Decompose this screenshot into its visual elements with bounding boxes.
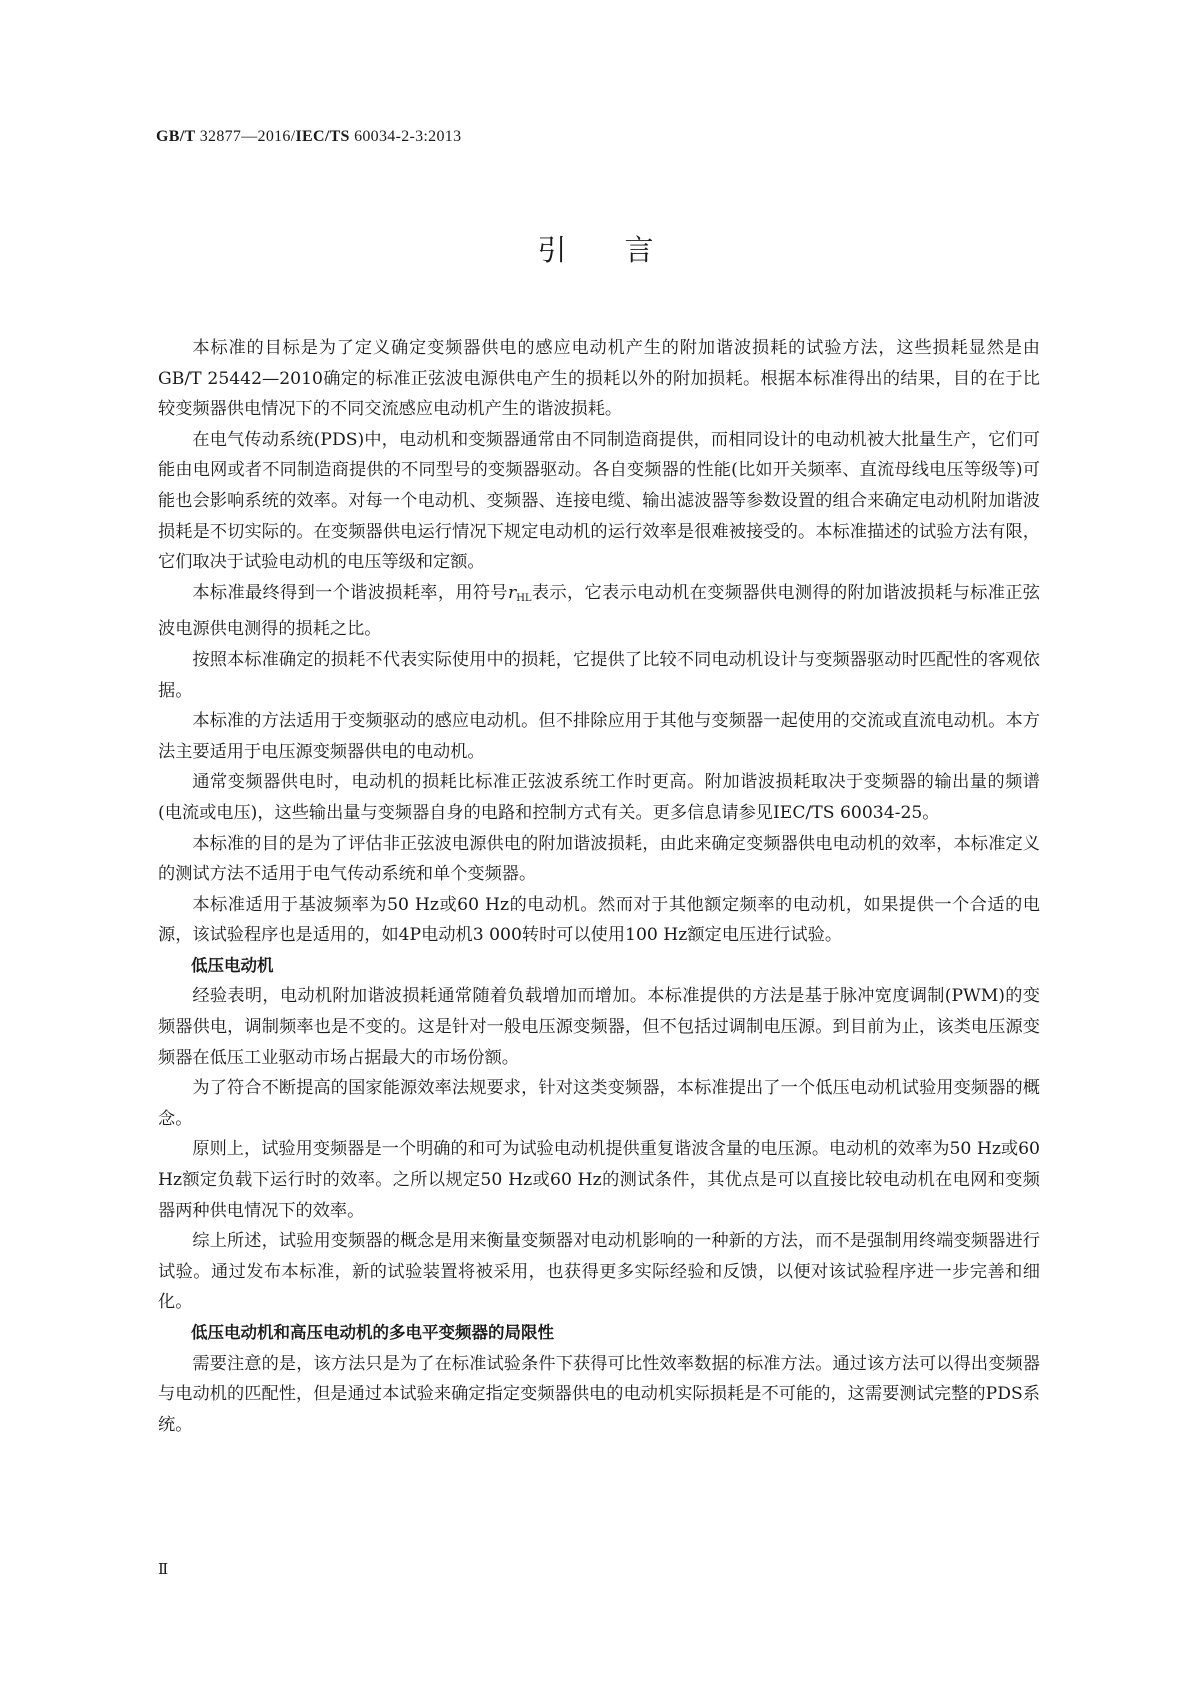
paragraph: 在电气传动系统(PDS)中，电动机和变频器通常由不同制造商提供，而相同设计的电动机被大批量生产，它们可能由电网或者不同制造商提供的不同型号的变频器驱动。各自变频器的性能(比如开关频率、直流母线电压等级等)可能也会影响系统的效率。对每一个电动机、变频器、连接电缆、输出滤波器等参数设置的组合来确定电动机附加谐波损耗是不切实际的。在变频器供电运行情况下规定电动机的运行效率是很难被接受的。本标准描述的试验方法有限，它们取决于试验电动机的电压等级和定额。 <box>158 429 1040 573</box>
iec-number: 60034-2-3:2013 <box>349 128 462 145</box>
section-heading: 低压电动机和高压电动机的多电平变频器的局限性 <box>191 1323 554 1342</box>
paragraph: 本标准的方法适用于变频驱动的感应电动机。但不排除应用于其他与变频器一起使用的交流或直流电动机。本方法主要适用于电压源变频器供电的电动机。 <box>158 711 1040 762</box>
paragraph-text: 本标准最终得到一个谐波损耗率，用符号 <box>192 582 508 603</box>
paragraph: 按照本标准确定的损耗不代表实际使用中的损耗，它提供了比较不同电动机设计与变频器驱动时匹配性的客观依据。 <box>158 649 1040 701</box>
section-heading: 低压电动机 <box>191 955 274 975</box>
paragraph: 本标准的目的是为了评估非正弦波电源供电的附加谐波损耗，由此来确定变频器供电电动机的效率，本标准定义的测试方法不适用于电气传动系统和单个变频器。 <box>158 833 1040 885</box>
symbol-r: r <box>507 582 517 603</box>
document-body <box>158 333 1040 1440</box>
paragraph: 原则上，试验用变频器是一个明确的和可为试验电动机提供重复谐波含量的电压源。电动机的效率为50 Hz或60 Hz额定负载下运行时的效率。之所以规定50 Hz或60 Hz的测试条件，其优点是可以直接比较电动机在电网和变频器两种供电情况下的效率。 <box>158 1139 1040 1221</box>
iec-prefix: IEC/TS <box>295 128 350 145</box>
page-number: Ⅱ <box>158 1562 169 1578</box>
paragraph <box>158 578 1040 645</box>
paragraph: 本标准适用于基波频率为50 Hz或60 Hz的电动机。然而对于其他额定频率的电动机，如果提供一个合适的电源，该试验程序也是适用的，如4P电动机3 000转时可以使用100 Hz额定电压进行试验。 <box>158 894 1040 946</box>
standard-prefix: GB/T <box>156 128 196 145</box>
symbol-subscript: HL <box>516 592 532 604</box>
paragraph: 为了符合不断提高的国家能源效率法规要求，针对这类变频器，本标准提出了一个低压电动机试验用变频器的概念。 <box>158 1078 1040 1129</box>
paragraph: 需要注意的是，该方法只是为了在标准试验条件下获得可比性效率数据的标准方法。通过该方法可以得出变频器与电动机的匹配性，但是通过本试验来确定指定变频器供电的电动机实际损耗是不可能的，这需要测试完整的PDS系统。 <box>158 1353 1040 1435</box>
paragraph: 本标准的目标是为了定义确定变频器供电的感应电动机产生的附加谐波损耗的试验方法，这些损耗显然是由GB/T 25442—2010确定的标准正弦波电源供电产生的损耗以外的附加损耗。根据本标准得出的结果，目的在于比较变频器供电情况下的不同交流感应电动机产生的谐波损耗。 <box>158 338 1040 420</box>
paragraph-text: 表示，它表示电动机在变频器供电测得的附加谐波损耗与标准正弦波电源供电测得的损耗之比。 <box>158 582 1040 640</box>
paragraph: 通常变频器供电时，电动机的损耗比标准正弦波系统工作时更高。附加谐波损耗取决于变频器的输出量的频谱(电流或电压)，这些输出量与变频器自身的电路和控制方式有关。更多信息请参见IEC/TS 60034-25。 <box>158 772 1040 823</box>
page-title: 引言 <box>537 233 712 267</box>
standard-number: 32877—2016/ <box>195 128 296 145</box>
standard-number-header <box>156 128 461 146</box>
paragraph: 经验表明，电动机附加谐波损耗通常随着负载增加而增加。本标准提供的方法是基于脉冲宽度调制(PWM)的变频器供电，调制频率也是不变的。这是针对一般电压源变频器，但不包括过调制电压源。到目前为止，该类电压源变频器在低压工业驱动市场占据最大的市场份额。 <box>158 986 1040 1068</box>
paragraph: 综上所述，试验用变频器的概念是用来衡量变频器对电动机影响的一种新的方法，而不是强制用终端变频器进行试验。通过发布本标准，新的试验装置将被采用，也获得更多实际经验和反馈，以便对该试验程序进一步完善和细化。 <box>158 1231 1040 1313</box>
